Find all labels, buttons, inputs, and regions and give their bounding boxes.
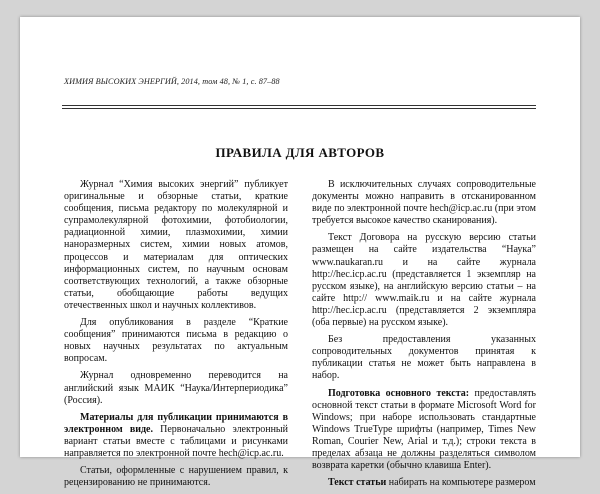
right-paragraph-3: Без предоставления указанных сопроводительных документов принятая к публикации статья не может быть направлена в набор. (312, 334, 536, 382)
left-paragraph-4-text: Первоначально электронный вариант статьи вместе с таблицами и рисунками направляется по электронной почте hech@icp.ac.ru. (64, 423, 288, 459)
header-rule-bottom (62, 108, 536, 109)
right-paragraph-4-text: предоставлять основной текст статьи в формате Microsoft Word for Windows; при наборе использовать стандартные Windows TrueType шрифты (например, Times New Roman, Courier New, Arial и т.д.); строки текста в пределах абзаца не должны разделяться символом возврата каретки (обычно клавиша Enter). (312, 387, 536, 472)
right-paragraph-1: В исключительных случаях сопроводительные документы можно направить в отсканированном виде по электронной почте hech@icp.ac.ru (при этом требуется высокое качество сканирования). (312, 179, 536, 227)
right-paragraph-5-bold: Текст статьи (328, 477, 387, 489)
right-paragraph-5 (312, 477, 536, 489)
running-head: ХИМИЯ ВЫСОКИХ ЭНЕРГИЙ, 2014, том 48, № 1, с. 87–88 (64, 77, 280, 86)
left-paragraph-4-bold: Материалы для публикации принимаются в электронном виде. (64, 411, 288, 435)
page-title: ПРАВИЛА ДЛЯ АВТОРОВ (215, 145, 385, 160)
right-paragraph-5-text: набирать на компьютере размером (386, 477, 536, 489)
right-paragraph-4 (312, 388, 536, 473)
left-column (64, 179, 288, 494)
left-paragraph-3: Журнал одновременно переводится на английский язык МАИК “Наука/Интерпериодика” (Россия). (64, 370, 288, 406)
header-rule-top (62, 105, 536, 106)
right-column (312, 179, 536, 494)
right-paragraph-2: Текст Договора на русскую версию статьи размещен на сайте издательства “Наука” www.naukaran.ru и на сайте журнала http://hec.icp.ac.ru (представляется 1 экземпляр на русском языке), на английскую версию статьи – на сайте http:// www.maik.ru и на сайте журнала http://hec.icp.ac.ru (представляется 2 экземпляра (оба первые) на русском языке). (312, 232, 536, 329)
left-paragraph-2: Для опубликования в разделе “Краткие сообщения” принимаются письма в редакцию о новых научных результатах по актуальным вопросам. (64, 317, 288, 365)
left-paragraph-1: Журнал “Химия высоких энергий” публикует оригинальные и обзорные статьи, краткие сообщения, письма редактору по молекулярной и супрамолекулярной фотохимии, фотобиологии, радиационной химии, плазмохимии, химии наноразмерных систем, химии новых атомов, процессов и материалам для оптических информационных систем, по научным основам соответствующих технологий, а также обзорные статьи, обобщающие работы ведущих отечественных школ и научных коллективов. (64, 179, 288, 311)
left-paragraph-5: Статьи, оформленные с нарушением правил, к рецензированию не принимаются. (64, 465, 288, 489)
left-paragraph-4 (64, 412, 288, 460)
right-paragraph-4-bold: Подготовка основного текста: (328, 387, 470, 399)
document-page (20, 17, 580, 489)
